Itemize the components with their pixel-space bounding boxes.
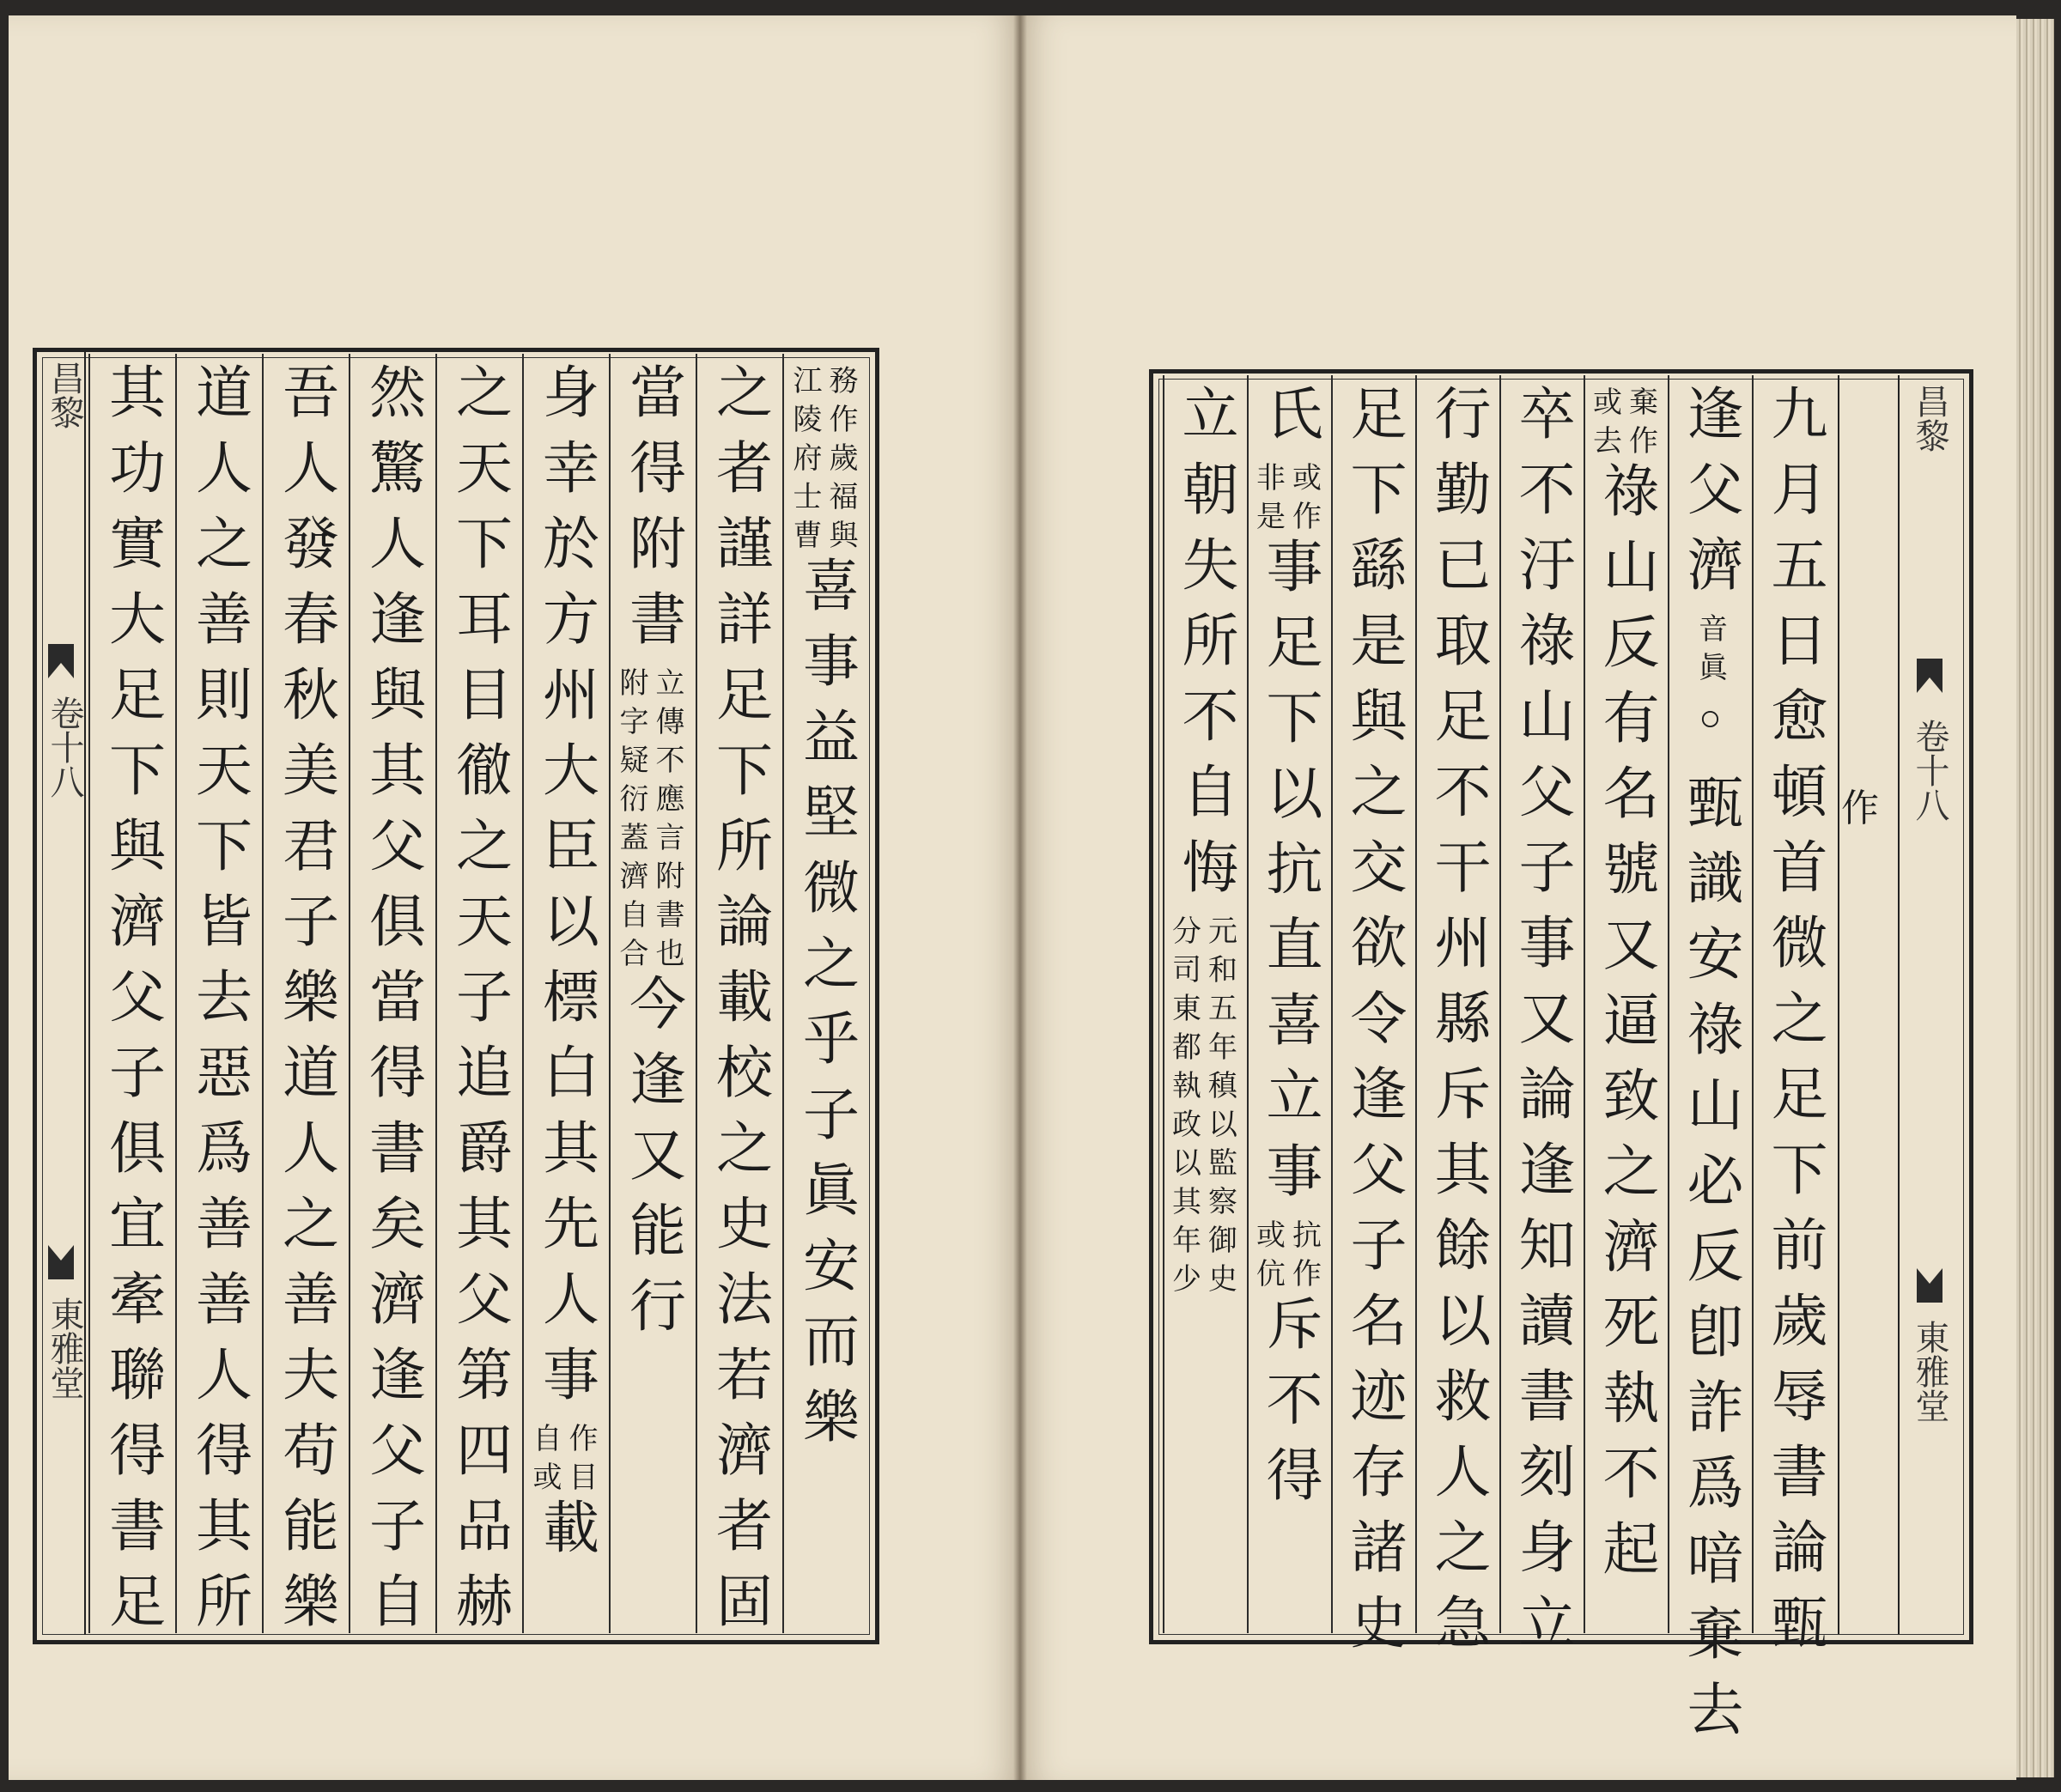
left-annotation-char: 作 [568,1422,599,1456]
right-title-column [1838,375,1894,1634]
left-annotation-char: 應 [655,782,685,817]
left-annotation-char: 或 [532,1461,562,1495]
right-column-text: 九月五日愈頓首微之足下前歲辱書論甄 [1761,384,1827,1668]
right-annotation-char: 或 [1593,386,1622,420]
right-annotation-block [1172,913,1237,1299]
left-page-margin-column [40,352,86,1635]
right-annotation-char: 察 [1208,1185,1237,1219]
right-column-text: 祿山反有名號又逼致之濟死執不起 [1593,461,1659,1595]
left-annotation-char: 也 [655,937,685,971]
right-annotation-char: 東 [1172,992,1201,1026]
right-column-text: ◦甄識安祿山必反卽詐爲喑棄去 [1677,688,1743,1755]
right-annotation-char: 以 [1172,1146,1201,1181]
left-text-column [609,362,696,1352]
right-annotation-char: 作 [1292,1257,1322,1291]
right-annotation-char: 非 [1256,461,1286,495]
left-text-column [696,362,782,1647]
left-annotation-char: 歲 [829,441,859,476]
right-text-column [1247,384,1331,1521]
left-annotation-char: 濟 [619,860,649,894]
right-annotation-block [1256,459,1322,537]
left-column-text: 載 [532,1497,599,1573]
left-annotation-char: 目 [568,1461,599,1495]
left-annotation-char: 不 [655,744,685,778]
left-annotation-char: 言 [655,821,685,855]
right-annotation-left [1172,913,1201,1299]
left-annotation-char: 務 [829,364,859,398]
left-annotation-right [569,1420,599,1497]
right-fish-tail-mark-lower [1917,1268,1942,1303]
right-annotation-left [1256,1217,1286,1294]
right-annotation-left [1593,384,1622,461]
right-annotation-char: 都 [1172,1030,1201,1065]
left-column-text: 道人之善則天下皆去惡爲善善人得其所 [185,362,252,1647]
right-text-column [1668,384,1752,1755]
right-annotation-char: 音 [1699,612,1728,647]
right-annotation-char: 去 [1593,424,1622,459]
page-edges [2016,19,2054,1777]
left-annotation-char: 衍 [619,782,649,817]
right-annotation-char: 作 [1292,500,1322,534]
left-annotation-char: 作 [829,403,859,437]
left-fish-tail-mark [48,644,74,678]
left-column-text: 當得附書 [619,362,686,665]
left-annotation-char: 福 [829,480,859,514]
right-annotation-char: 抗 [1292,1218,1322,1253]
right-column-text: 立朝失所不自悔 [1172,384,1238,913]
right-annotation-char: 御 [1208,1224,1237,1258]
left-column-text: 其功實大足下與濟父子俱宜牽聯得書足 [99,362,166,1647]
left-annotation-char: 自 [532,1422,562,1456]
right-column-text: 足下繇是與之交欲令逢父子名迹存諸史 [1341,384,1407,1668]
right-margin-title: 昌黎 [1910,384,1949,453]
right-annotation-char: 或 [1256,1218,1286,1253]
right-margin-volume: 卷十八 [1910,719,1949,822]
right-text-column [1752,384,1836,1668]
left-column-text: 身幸於方州大臣以標白其先人事 [532,362,599,1420]
right-text-column [1415,384,1499,1668]
right-annotation-char: 年 [1172,1224,1201,1258]
right-column-text: 氏 [1256,384,1322,459]
left-column-text: 吾人發春秋美君子樂道人之善夫苟能樂 [272,362,339,1647]
left-annotation-char: 字 [619,705,649,739]
right-text-column [1331,384,1415,1668]
right-annotation-char: 史 [1208,1262,1237,1297]
right-annotation-right [1292,459,1322,537]
left-annotation-char: 附 [655,860,685,894]
left-column-text: 之者謹詳足下所論載校之史法若濟者固 [706,362,773,1647]
left-annotation-char: 江 [793,364,823,398]
right-annotation-char: 元 [1208,914,1237,949]
left-margin-publisher: 東雅堂 [45,1297,84,1400]
right-column-text: 逢父濟 [1677,384,1743,610]
left-annotation-char: 陵 [793,403,823,437]
right-annotation-right [1699,610,1728,688]
left-annotation-block [793,362,859,556]
right-column-text: 斥不得 [1256,1294,1322,1521]
left-annotation-left [793,362,823,556]
right-annotation-char: 棄 [1629,386,1658,420]
left-annotation-char: 士 [793,480,823,514]
left-text-column [522,362,609,1573]
left-annotation-char: 與 [829,519,859,553]
left-annotation-block [533,1420,599,1497]
right-column-text: 行勤已取足不干州縣斥其餘以救人之急 [1425,384,1491,1668]
left-annotation-block [620,665,685,974]
right-text-column [1584,384,1668,1595]
right-annotation-char: 政 [1172,1108,1201,1142]
right-annotation-left [1256,459,1286,537]
right-annotation-block [1256,1217,1322,1294]
left-annotation-char: 合 [619,937,649,971]
right-page-margin-column [1898,375,1960,1634]
left-annotation-char: 曹 [793,519,823,553]
left-column-text: 然驚人逢與其父俱當得書矣濟逢父子自 [359,362,426,1647]
left-annotation-char: 立 [655,666,685,701]
right-annotation-char: 眞 [1699,651,1728,685]
right-column-text: 事足下以抗直喜立事 [1256,537,1322,1217]
right-annotation-char: 少 [1172,1262,1201,1297]
right-annotation-right [1208,913,1237,1299]
right-annotation-block [1593,384,1658,461]
right-annotation-char: 執 [1172,1069,1201,1103]
left-annotation-char: 疑 [619,744,649,778]
left-column-text: 之天下耳目徹之天子追爵其父第四品赫 [446,362,513,1647]
left-annotation-char: 傳 [655,705,685,739]
left-text-column [88,362,175,1647]
right-annotation-char: 五 [1208,992,1237,1026]
left-annotation-left [533,1420,562,1497]
left-text-column [349,362,435,1647]
right-annotation-char: 作 [1629,424,1658,459]
right-margin-publisher: 東雅堂 [1910,1320,1949,1423]
right-annotation-char: 或 [1292,461,1322,495]
right-column-text: 卒不汙祿山父子事又論逢知讀書刻身立 [1509,384,1575,1668]
right-annotation-char: 和 [1208,953,1237,987]
left-text-column [262,362,349,1647]
right-annotation-right [1629,384,1658,461]
right-annotation-char: 是 [1256,500,1286,534]
left-column-text: 今逢又能行 [619,974,686,1352]
left-margin-volume: 卷十八 [45,696,84,799]
right-annotation-char: 以 [1208,1108,1237,1142]
right-annotation-right [1292,1217,1322,1294]
left-annotation-char: 附 [619,666,649,701]
left-annotation-right [830,362,859,556]
left-annotation-left [620,665,649,974]
left-annotation-char: 府 [793,441,823,476]
right-annotation-char: 司 [1172,953,1201,987]
left-annotation-char: 蓋 [619,821,649,855]
right-annotation-char: 分 [1172,914,1201,949]
left-annotation-right [656,665,685,974]
left-margin-title: 昌黎 [45,361,84,429]
right-annotation-char: 年 [1208,1030,1237,1065]
left-text-column [175,362,262,1647]
right-annotation-block [1692,610,1728,688]
right-annotation-char: 伉 [1256,1257,1286,1291]
right-title-side-char: 作 [1841,787,1879,830]
left-annotation-char: 書 [655,898,685,932]
left-fish-tail-mark-lower [48,1245,74,1279]
right-annotation-char: 其 [1172,1185,1201,1219]
left-annotation-char: 自 [619,898,649,932]
left-text-column [435,362,522,1647]
right-text-column [1499,384,1584,1668]
left-text-column [782,362,869,1462]
left-column-text: 喜事益堅微之乎子眞安而樂 [793,556,860,1462]
right-fish-tail-mark [1917,659,1942,693]
right-annotation-char: 監 [1208,1146,1237,1181]
right-text-column [1163,384,1247,1299]
book-gutter [1013,15,1027,1780]
right-annotation-char: 稹 [1208,1069,1237,1103]
